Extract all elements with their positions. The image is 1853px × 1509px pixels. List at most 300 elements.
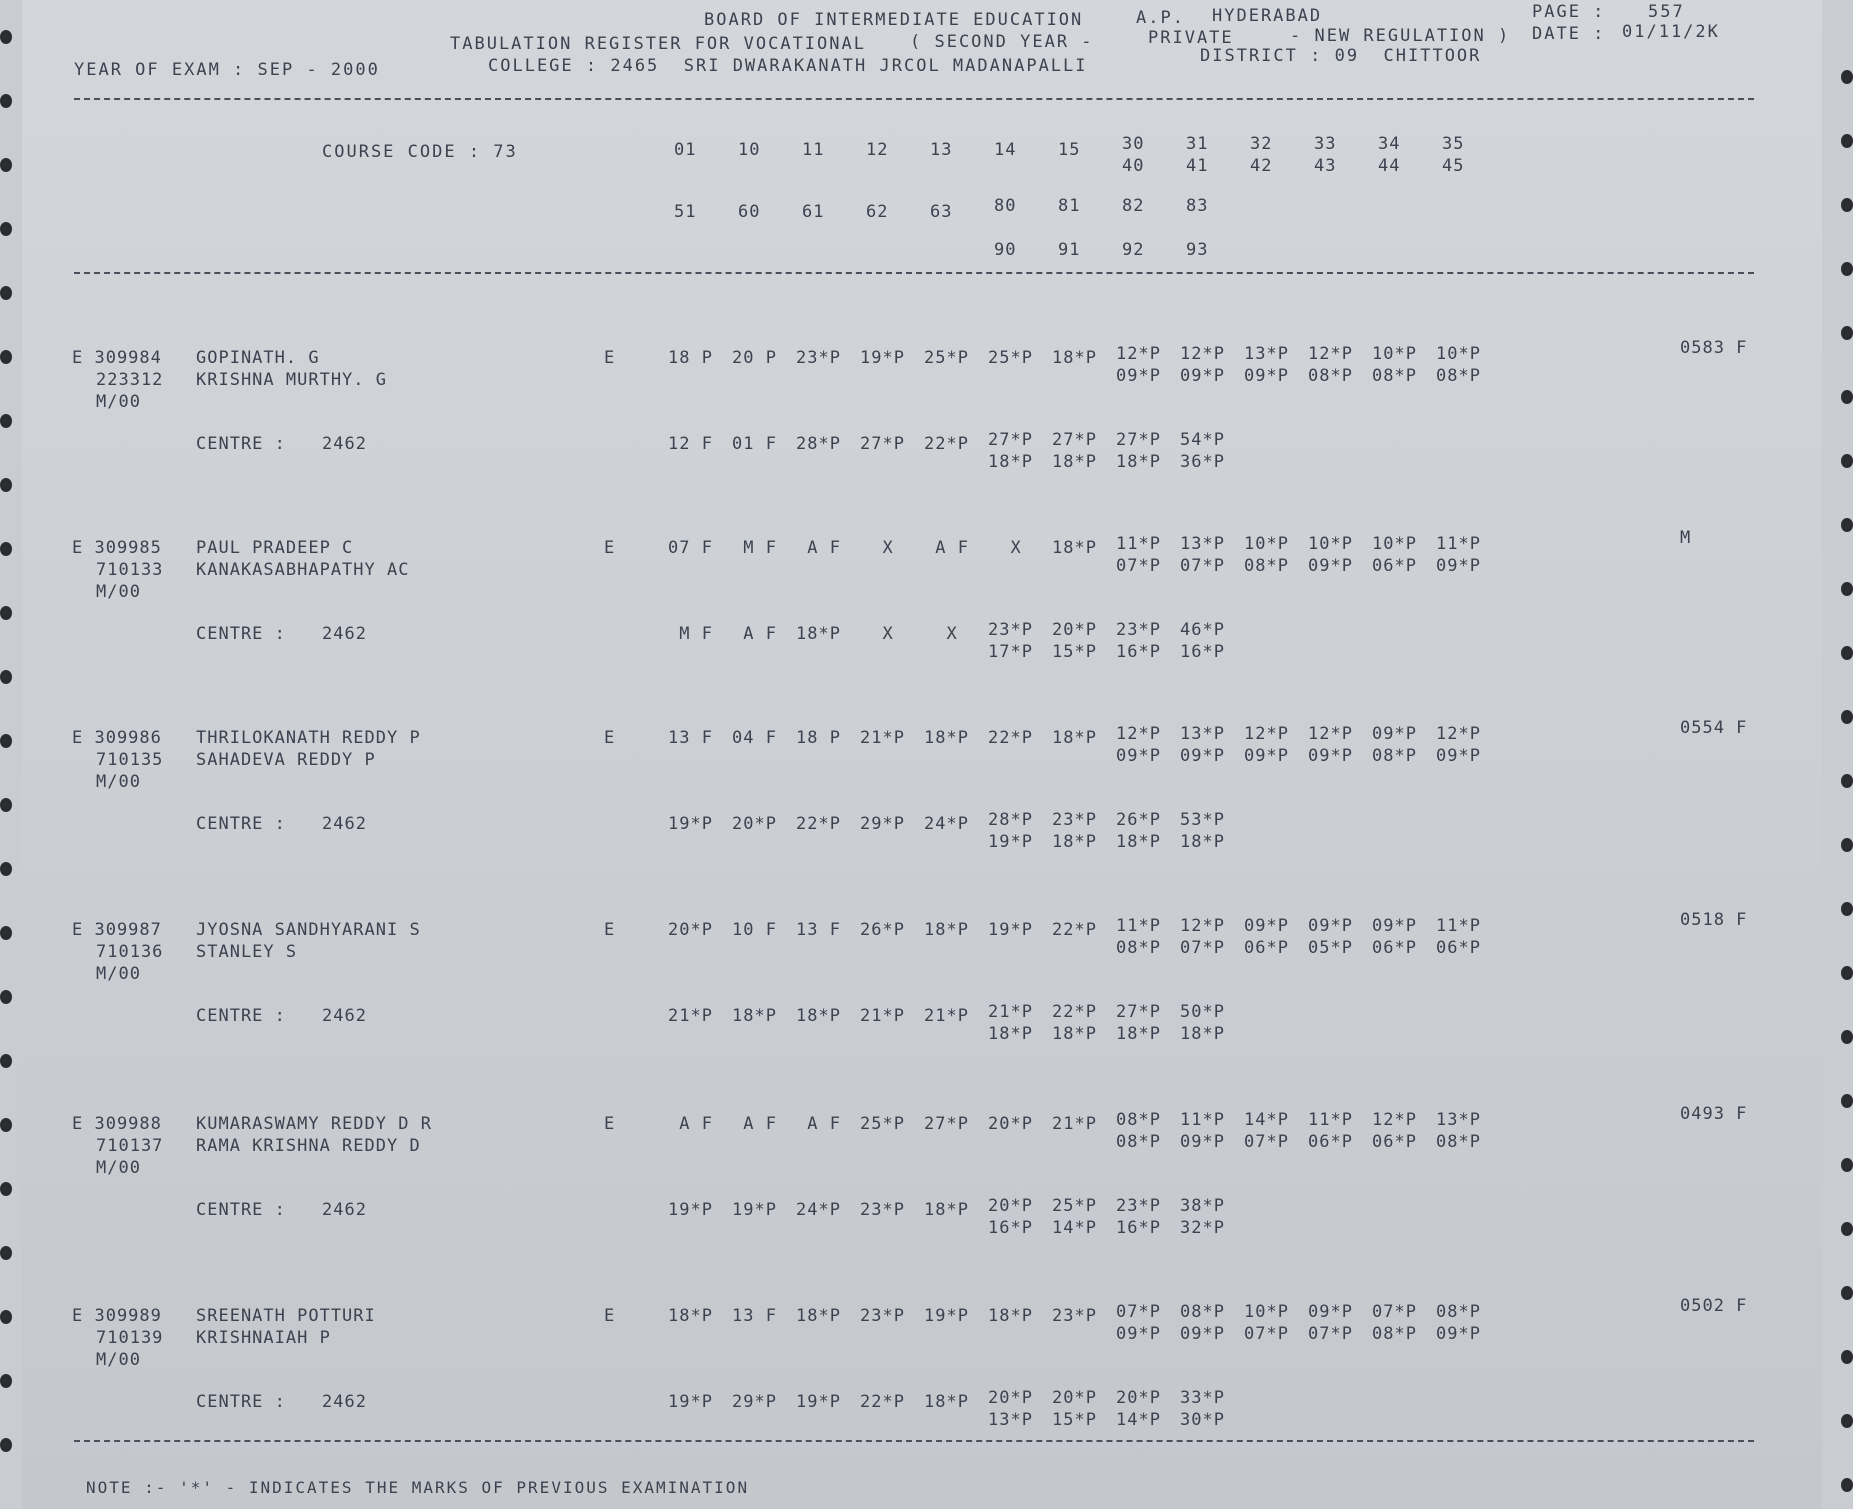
mark-cell: M F xyxy=(732,538,777,558)
roll-number: E 309984 xyxy=(72,348,162,368)
centre-code: 2462 xyxy=(322,1200,367,1220)
feed-hole xyxy=(1841,1030,1853,1044)
feed-hole xyxy=(1841,326,1853,340)
mark-cell: 26*P xyxy=(860,920,905,940)
board-name: BOARD OF INTERMEDIATE EDUCATION xyxy=(704,10,1084,30)
mark-cell: 21*P xyxy=(668,1006,713,1026)
parent-name: STANLEY S xyxy=(196,942,298,962)
mark-cell: 22*P xyxy=(1052,1002,1097,1022)
centre-code: 2462 xyxy=(322,434,367,454)
mark-cell: 18*P xyxy=(796,1006,841,1026)
mark-cell: 18*P xyxy=(988,1306,1033,1326)
medium: E xyxy=(604,1114,616,1134)
mark-cell: 16*P xyxy=(1116,642,1161,662)
mark-cell: 09*P xyxy=(1436,1324,1481,1344)
mark-cell: 27*P xyxy=(924,1114,969,1134)
mark-cell: 09*P xyxy=(1180,366,1225,386)
mark-cell: 07 F xyxy=(668,538,713,558)
category: M/00 xyxy=(96,392,141,412)
mark-cell: 06*P xyxy=(1436,938,1481,958)
subject-code: 32 xyxy=(1250,134,1273,154)
mark-cell: 06*P xyxy=(1372,938,1417,958)
mark-cell: 13*P xyxy=(988,1410,1033,1430)
subject-code: 44 xyxy=(1378,156,1401,176)
mark-cell: 19*P xyxy=(860,348,905,368)
feed-hole xyxy=(1841,390,1853,404)
mark-cell: 27*P xyxy=(1116,430,1161,450)
candidate-type: PRIVATE xyxy=(1148,28,1234,48)
feed-hole xyxy=(0,606,12,620)
category: M/00 xyxy=(96,1350,141,1370)
mark-cell: 18*P xyxy=(1052,1024,1097,1044)
mark-cell: 13 F xyxy=(796,920,841,940)
mark-cell: 50*P xyxy=(1180,1002,1225,1022)
feed-hole xyxy=(0,926,12,940)
subject-code: 40 xyxy=(1122,156,1145,176)
mark-cell: 25*P xyxy=(1052,1196,1097,1216)
subject-code: 80 xyxy=(994,196,1017,216)
mark-cell: 11*P xyxy=(1436,916,1481,936)
mark-cell: 18*P xyxy=(988,452,1033,472)
mark-cell: 36*P xyxy=(1180,452,1225,472)
subject-code: 11 xyxy=(802,140,825,160)
mark-cell: 11*P xyxy=(1180,1110,1225,1130)
mark-cell: 09*P xyxy=(1308,916,1353,936)
mark-cell: 12*P xyxy=(1180,916,1225,936)
mark-cell: 12 F xyxy=(668,434,713,454)
feed-hole xyxy=(0,414,12,428)
mark-cell: 06*P xyxy=(1372,1132,1417,1152)
centre-code: 2462 xyxy=(322,624,367,644)
mark-cell: 12*P xyxy=(1180,344,1225,364)
mark-cell: 08*P xyxy=(1372,366,1417,386)
mark-cell: 23*P xyxy=(860,1200,905,1220)
course-code: COURSE CODE : 73 xyxy=(322,142,518,162)
feed-hole xyxy=(0,478,12,492)
roll-number: E 309988 xyxy=(72,1114,162,1134)
page-number: 557 xyxy=(1648,2,1685,22)
mark-cell: 09*P xyxy=(1308,556,1353,576)
category: M/00 xyxy=(96,582,141,602)
mark-cell: 18*P xyxy=(1116,832,1161,852)
student-code: 710135 xyxy=(96,750,164,770)
parent-name: KRISHNA MURTHY. G xyxy=(196,370,387,390)
subject-code: 41 xyxy=(1186,156,1209,176)
mark-cell: 11*P xyxy=(1116,534,1161,554)
mark-cell: 27*P xyxy=(1052,430,1097,450)
mark-cell: 18*P xyxy=(1052,538,1097,558)
mark-cell: 19*P xyxy=(924,1306,969,1326)
parent-name: KANAKASABHAPATHY AC xyxy=(196,560,410,580)
subject-code: 60 xyxy=(738,202,761,222)
feed-hole xyxy=(0,94,12,108)
mark-cell: 23*P xyxy=(1052,810,1097,830)
feed-hole xyxy=(0,670,12,684)
mark-cell: 09*P xyxy=(1372,724,1417,744)
mark-cell: 18*P xyxy=(924,1200,969,1220)
student-code: 710137 xyxy=(96,1136,164,1156)
mark-cell: 20*P xyxy=(732,814,777,834)
mark-cell: 23*P xyxy=(796,348,841,368)
roll-number: E 309985 xyxy=(72,538,162,558)
mark-cell: 11*P xyxy=(1116,916,1161,936)
mark-cell: A F xyxy=(796,1114,841,1134)
feed-hole xyxy=(0,30,12,44)
mark-cell: A F xyxy=(924,538,969,558)
mark-cell: 22*P xyxy=(1052,920,1097,940)
mark-cell: 19*P xyxy=(668,814,713,834)
mark-cell: 14*P xyxy=(1116,1410,1161,1430)
mark-cell: 18*P xyxy=(1116,452,1161,472)
mark-cell: 13*P xyxy=(1180,724,1225,744)
mark-cell: 09*P xyxy=(1308,1302,1353,1322)
mark-cell: 09*P xyxy=(1116,746,1161,766)
medium: E xyxy=(604,728,616,748)
mark-cell: 27*P xyxy=(1116,1002,1161,1022)
mark-cell: 12*P xyxy=(1244,724,1289,744)
subject-code: 63 xyxy=(930,202,953,222)
subject-code: 31 xyxy=(1186,134,1209,154)
mark-cell: 01 F xyxy=(732,434,777,454)
mark-cell: 32*P xyxy=(1180,1218,1225,1238)
mark-cell: 08*P xyxy=(1180,1302,1225,1322)
feed-hole xyxy=(1841,966,1853,980)
roll-number: E 309987 xyxy=(72,920,162,940)
mark-cell: 25*P xyxy=(924,348,969,368)
subject-code: 83 xyxy=(1186,196,1209,216)
mark-cell: 16*P xyxy=(1116,1218,1161,1238)
mark-cell: 11*P xyxy=(1436,534,1481,554)
roll-number: E 309989 xyxy=(72,1306,162,1326)
total-result: 0493 F xyxy=(1680,1104,1748,1124)
total-result: 0583 F xyxy=(1680,338,1748,358)
subject-code: 45 xyxy=(1442,156,1465,176)
feed-hole xyxy=(1841,134,1853,148)
centre-label: CENTRE : xyxy=(196,434,286,454)
mark-cell: 08*P xyxy=(1436,366,1481,386)
mark-cell: 09*P xyxy=(1244,916,1289,936)
subject-code: 01 xyxy=(674,140,697,160)
mark-cell: 19*P xyxy=(668,1392,713,1412)
feed-hole xyxy=(0,1310,12,1324)
mark-cell: 13*P xyxy=(1180,534,1225,554)
subject-code: 92 xyxy=(1122,240,1145,260)
mark-cell: 10*P xyxy=(1244,1302,1289,1322)
medium: E xyxy=(604,920,616,940)
mark-cell: 21*P xyxy=(860,728,905,748)
mark-cell: 13 F xyxy=(732,1306,777,1326)
mark-cell: X xyxy=(988,538,1022,558)
mark-cell: 12*P xyxy=(1308,724,1353,744)
subject-code: 34 xyxy=(1378,134,1401,154)
centre-label: CENTRE : xyxy=(196,1200,286,1220)
mark-cell: 06*P xyxy=(1308,1132,1353,1152)
feed-hole xyxy=(0,222,12,236)
mark-cell: 08*P xyxy=(1116,1132,1161,1152)
student-code: 710133 xyxy=(96,560,164,580)
year-label: ( SECOND YEAR - xyxy=(910,32,1094,52)
mark-cell: 18*P xyxy=(1180,1024,1225,1044)
mark-cell: 20*P xyxy=(1052,620,1097,640)
subject-code: 61 xyxy=(802,202,825,222)
centre-label: CENTRE : xyxy=(196,814,286,834)
register-title: TABULATION REGISTER FOR VOCATIONAL xyxy=(450,34,866,54)
mark-cell: 53*P xyxy=(1180,810,1225,830)
centre-label: CENTRE : xyxy=(196,1006,286,1026)
mark-cell: 09*P xyxy=(1244,366,1289,386)
date-label: DATE : xyxy=(1532,24,1606,44)
regulation: - NEW REGULATION ) xyxy=(1290,26,1511,46)
mark-cell: 22*P xyxy=(924,434,969,454)
feed-hole xyxy=(1841,198,1853,212)
mark-cell: 08*P xyxy=(1372,746,1417,766)
mark-cell: 23*P xyxy=(860,1306,905,1326)
mark-cell: 08*P xyxy=(1116,1110,1161,1130)
mark-cell: 04 F xyxy=(732,728,777,748)
mark-cell: 10*P xyxy=(1244,534,1289,554)
student-code: 710136 xyxy=(96,942,164,962)
mark-cell: 18*P xyxy=(1052,832,1097,852)
subject-code: 35 xyxy=(1442,134,1465,154)
mark-cell: 09*P xyxy=(1180,1132,1225,1152)
mark-cell: 20*P xyxy=(988,1196,1033,1216)
feed-hole xyxy=(0,1118,12,1132)
city-name: HYDERABAD xyxy=(1212,6,1323,26)
feed-hole xyxy=(1841,1094,1853,1108)
total-result: 0554 F xyxy=(1680,718,1748,738)
feed-hole xyxy=(1841,582,1853,596)
feed-hole xyxy=(1841,1478,1853,1492)
mark-cell: 08*P xyxy=(1372,1324,1417,1344)
mark-cell: 20*P xyxy=(1116,1388,1161,1408)
total-result: M xyxy=(1680,528,1692,548)
mark-cell: 09*P xyxy=(1244,746,1289,766)
parent-name: SAHADEVA REDDY P xyxy=(196,750,376,770)
mark-cell: 18*P xyxy=(924,1392,969,1412)
mark-cell: 18*P xyxy=(1116,1024,1161,1044)
mark-cell: 27*P xyxy=(860,434,905,454)
mark-cell: 23*P xyxy=(1052,1306,1097,1326)
mark-cell: 10*P xyxy=(1372,344,1417,364)
centre-code: 2462 xyxy=(322,1006,367,1026)
mark-cell: 09*P xyxy=(1180,1324,1225,1344)
feed-hole xyxy=(1841,838,1853,852)
mark-cell: 14*P xyxy=(1244,1110,1289,1130)
mark-cell: 09*P xyxy=(1116,366,1161,386)
college: COLLEGE : 2465 SRI DWARAKANATH JRCOL MADANAPALLI xyxy=(488,56,1088,76)
mark-cell: 10*P xyxy=(1372,534,1417,554)
subject-code: 42 xyxy=(1250,156,1273,176)
mark-cell: 19*P xyxy=(732,1200,777,1220)
mark-cell: 18*P xyxy=(1180,832,1225,852)
divider xyxy=(74,98,1754,100)
roll-number: E 309986 xyxy=(72,728,162,748)
mark-cell: X xyxy=(924,624,958,644)
mark-cell: 28*P xyxy=(988,810,1033,830)
mark-cell: 23*P xyxy=(988,620,1033,640)
mark-cell: 11*P xyxy=(1308,1110,1353,1130)
feed-hole xyxy=(0,1246,12,1260)
mark-cell: 22*P xyxy=(796,814,841,834)
mark-cell: 09*P xyxy=(1436,746,1481,766)
mark-cell: 38*P xyxy=(1180,1196,1225,1216)
feed-hole xyxy=(0,1182,12,1196)
subject-code: 33 xyxy=(1314,134,1337,154)
subject-code: 14 xyxy=(994,140,1017,160)
centre-label: CENTRE : xyxy=(196,624,286,644)
feed-hole xyxy=(0,158,12,172)
mark-cell: 08*P xyxy=(1116,938,1161,958)
mark-cell: 18*P xyxy=(1052,452,1097,472)
subject-code: 91 xyxy=(1058,240,1081,260)
district: DISTRICT : 09 CHITTOOR xyxy=(1200,46,1482,66)
feed-hole xyxy=(0,286,12,300)
centre-code: 2462 xyxy=(322,814,367,834)
mark-cell: 25*P xyxy=(860,1114,905,1134)
mark-cell: 09*P xyxy=(1372,916,1417,936)
footnote: NOTE :- '*' - INDICATES THE MARKS OF PREVIOUS EXAMINATION xyxy=(86,1478,750,1497)
mark-cell: 12*P xyxy=(1308,344,1353,364)
feed-hole xyxy=(1841,902,1853,916)
mark-cell: 09*P xyxy=(1308,746,1353,766)
mark-cell: 18*P xyxy=(1052,348,1097,368)
mark-cell: 29*P xyxy=(860,814,905,834)
category: M/00 xyxy=(96,1158,141,1178)
feed-hole xyxy=(0,350,12,364)
feed-hole xyxy=(1841,1286,1853,1300)
mark-cell: 19*P xyxy=(988,832,1033,852)
subject-code: 10 xyxy=(738,140,761,160)
feed-hole xyxy=(0,1054,12,1068)
subject-code: 13 xyxy=(930,140,953,160)
mark-cell: 12*P xyxy=(1116,724,1161,744)
mark-cell: 21*P xyxy=(988,1002,1033,1022)
feed-hole xyxy=(1841,1222,1853,1236)
mark-cell: 29*P xyxy=(732,1392,777,1412)
exam-year: YEAR OF EXAM : SEP - 2000 xyxy=(74,60,380,80)
mark-cell: 06*P xyxy=(1372,556,1417,576)
print-date: 01/11/2K xyxy=(1622,22,1720,42)
mark-cell: 15*P xyxy=(1052,1410,1097,1430)
mark-cell: 10*P xyxy=(1308,534,1353,554)
mark-cell: 20 P xyxy=(732,348,777,368)
mark-cell: 17*P xyxy=(988,642,1033,662)
category: M/00 xyxy=(96,772,141,792)
feed-hole xyxy=(0,990,12,1004)
category: M/00 xyxy=(96,964,141,984)
mark-cell: 19*P xyxy=(988,920,1033,940)
mark-cell: 54*P xyxy=(1180,430,1225,450)
total-result: 0502 F xyxy=(1680,1296,1748,1316)
student-name: GOPINATH. G xyxy=(196,348,320,368)
mark-cell: 18*P xyxy=(668,1306,713,1326)
mark-cell: 16*P xyxy=(1180,642,1225,662)
mark-cell: A F xyxy=(732,624,777,644)
mark-cell: X xyxy=(860,538,894,558)
mark-cell: 13 F xyxy=(668,728,713,748)
mark-cell: 20*P xyxy=(988,1114,1033,1134)
mark-cell: 18*P xyxy=(732,1006,777,1026)
subject-code: 90 xyxy=(994,240,1017,260)
mark-cell: 15*P xyxy=(1052,642,1097,662)
subject-code: 62 xyxy=(866,202,889,222)
centre-label: CENTRE : xyxy=(196,1392,286,1412)
centre-code: 2462 xyxy=(322,1392,367,1412)
mark-cell: 28*P xyxy=(796,434,841,454)
feed-hole xyxy=(0,862,12,876)
mark-cell: 18*P xyxy=(924,728,969,748)
mark-cell: 24*P xyxy=(924,814,969,834)
mark-cell: 13*P xyxy=(1244,344,1289,364)
mark-cell: A F xyxy=(668,1114,713,1134)
mark-cell: 13*P xyxy=(1436,1110,1481,1130)
mark-cell: 20*P xyxy=(1052,1388,1097,1408)
student-code: 223312 xyxy=(96,370,164,390)
mark-cell: 08*P xyxy=(1308,366,1353,386)
mark-cell: 18 P xyxy=(668,348,713,368)
mark-cell: 18*P xyxy=(924,920,969,940)
parent-name: KRISHNAIAH P xyxy=(196,1328,331,1348)
mark-cell: 07*P xyxy=(1244,1132,1289,1152)
feed-hole xyxy=(0,1438,12,1452)
student-name: THRILOKANATH REDDY P xyxy=(196,728,421,748)
mark-cell: 21*P xyxy=(860,1006,905,1026)
divider xyxy=(74,272,1754,274)
mark-cell: 14*P xyxy=(1052,1218,1097,1238)
mark-cell: 08*P xyxy=(1436,1302,1481,1322)
subject-code: 81 xyxy=(1058,196,1081,216)
mark-cell: A F xyxy=(732,1114,777,1134)
mark-cell: 20*P xyxy=(988,1388,1033,1408)
subject-code: 93 xyxy=(1186,240,1209,260)
feed-hole xyxy=(1841,1158,1853,1172)
mark-cell: M F xyxy=(668,624,713,644)
page-label: PAGE : xyxy=(1532,2,1606,22)
state-name: A.P. xyxy=(1136,8,1185,28)
mark-cell: 08*P xyxy=(1436,1132,1481,1152)
mark-cell: A F xyxy=(796,538,841,558)
parent-name: RAMA KRISHNA REDDY D xyxy=(196,1136,421,1156)
mark-cell: 16*P xyxy=(988,1218,1033,1238)
mark-cell: 07*P xyxy=(1180,938,1225,958)
mark-cell: 21*P xyxy=(1052,1114,1097,1134)
mark-cell: 26*P xyxy=(1116,810,1161,830)
medium: E xyxy=(604,348,616,368)
mark-cell: 09*P xyxy=(1180,746,1225,766)
feed-hole xyxy=(1841,1350,1853,1364)
mark-cell: 07*P xyxy=(1116,1302,1161,1322)
total-result: 0518 F xyxy=(1680,910,1748,930)
subject-code: 82 xyxy=(1122,196,1145,216)
student-name: JYOSNA SANDHYARANI S xyxy=(196,920,421,940)
divider xyxy=(74,1440,1754,1442)
mark-cell: 08*P xyxy=(1244,556,1289,576)
feed-hole xyxy=(1841,518,1853,532)
mark-cell: 23*P xyxy=(1116,620,1161,640)
subject-code: 43 xyxy=(1314,156,1337,176)
feed-hole xyxy=(0,542,12,556)
mark-cell: 23*P xyxy=(1116,1196,1161,1216)
mark-cell: 07*P xyxy=(1180,556,1225,576)
medium: E xyxy=(604,538,616,558)
mark-cell: 18*P xyxy=(1052,728,1097,748)
feed-hole xyxy=(1841,710,1853,724)
feed-hole xyxy=(0,798,12,812)
mark-cell: 19*P xyxy=(796,1392,841,1412)
mark-cell: 19*P xyxy=(668,1200,713,1220)
feed-hole xyxy=(1841,646,1853,660)
mark-cell: 18*P xyxy=(796,624,841,644)
